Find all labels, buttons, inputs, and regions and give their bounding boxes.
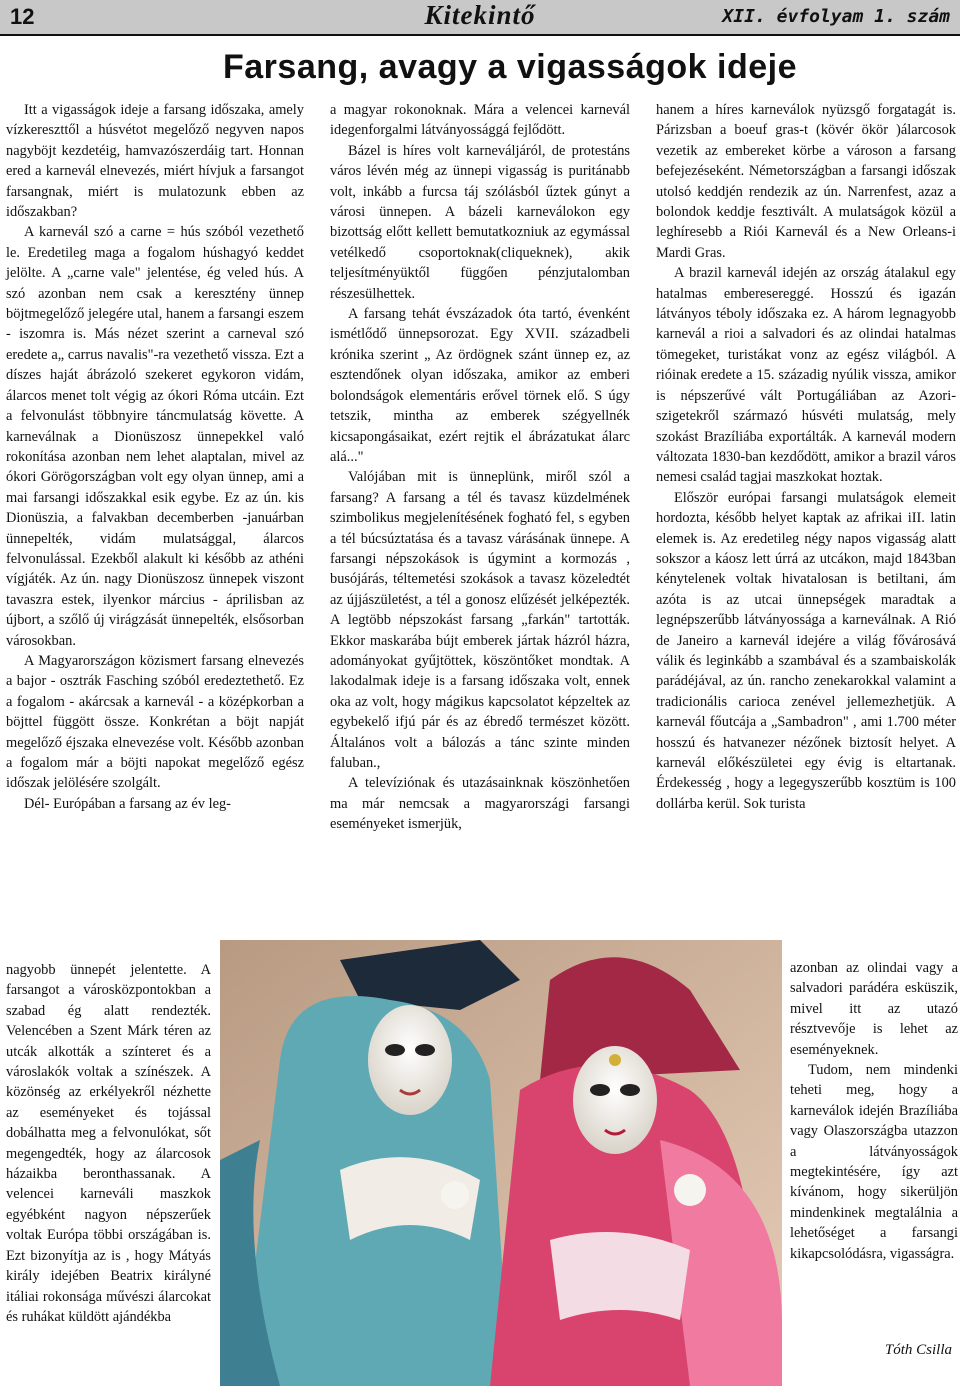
paragraph: hanem a híres karneválok nyüzsgő forgatagát is. Párizsban a boeuf gras-t (kövér ökör )álarcosok vezetik az embereket körbe a városon a farsang befejezéseként. Németországban a farsangi időszak utolsó keddjén rendezik az ún. Narrenfest, azaz a bolondok keddje fesztivált. A mulatságok közül a leghíresebb a Riói Karnevál és a New Orleans-i Mardi Gras. [656, 102, 956, 261]
paragraph: Dél- Európában a farsang az év leg- [24, 795, 231, 812]
page-number: 12 [10, 4, 35, 29]
article-column-1 [6, 100, 304, 814]
paragraph: A karnevál szó a carne = hús szóból vezethető le. Eredetileg maga a fogalom húshagyó keddet jelölte. A „carne vale" jelentése, ég veled hús. A szó azonban nem csak a keresztény ünnep böjtmegelőző jelegére utal, hanem a farsangi eszem - iszomra is. Más nézet szerint a carneval szó eredete a„ carrus navalis"-ra vezethető vissza. Ezt a díszes haját ábrázoló szekeret egykoron vidám, álarcos menet tolt végig az ókori Róma utcáin. Ezt a felvonulást többnyire táncmulatság követte. A karneválnak a Dionüszosz ünnepekkel való rokonítása azonban nem lehet alaptalan, mivel az ókori Görögországban volt egy olyan ünnep, ami a mai farsangi időszakkal esik egybe. Ez az ún. kis Dionüszia, a falvakban decemberben -januárban ünnepelték, vidám mulatsággal, álarcos felvonulással. Ezekből alakult ki később az athéni vígjáték. Az ún. nagy Dionüszosz ünnepek viszont tavaszra estek, ilyenkor március - áprilisban az újbort, a szőlő új virágzását ünnepelték, elsősorban városokban. [6, 224, 304, 649]
article-column-3-continued [790, 958, 958, 1264]
paragraph: A Magyarországon közismert farsang elnevezés a bajor - osztrák Fasching szóból eredeztethető. Ez a fogalom - akárcsak a karnevál - a középkorban a böjttel függött össze. Konkrétan a böjt napját megelőző éjszaka elnevezése volt. Később azonban a fogalom már a böjti napokat megelőző egész időszak jelölésére szolgált. [6, 652, 304, 792]
paragraph: nagyobb ünnepét jelentette. A farsangot a városközpontokban a szabad ég alatt rendezték. Velencében a Szent Márk téren az utcák alkották a színteret és a városlakók voltak a színészek. A közönség az erkélyekről nézhette az eseményeket és tojással dobálhatta meg a felvonulókat, sőt megengedték, hogy az álarcosok házaikba beronthassanak. A velencei karneváli maszkok egyébként nagyon népszerűek voltak Európa többi országában is. Ezt bizonyítja az is , hogy Mátyás király idejében Beatrix királyné itáliai rokonsága művészi álarcokat és ruhákat küldött ajándékba [6, 962, 211, 1325]
paragraph: azonban az olindai vagy a salvadori parádéra esküszik, mivel itt az utazó résztvevője is lehet az eseményeknek. [790, 960, 958, 1058]
paragraph: A farsang tehát évszázadok óta tartó, évenként ismétlődő ünnepsorozat. Egy XVII. századbeli krónika szerint „ Az ördögnek szánt ünnep ez, az esztendőnek olyan időszaka, amikor az emberi bolondságok elementáris erővel törnek elő. S úgy tetszik, mintha az emberek szégyellnék kicsapongásaikat, ezért rejtik el ábrázatukat álarc alá..." [330, 306, 630, 465]
paragraph: A brazil karnevál idején az ország átalakul egy hatalmas emberesereggé. Hosszú és igazán látványos téboly időszaka ez. A három legnagyobb karnevál a rioi a salvadori és az olindai hatalmas tömegeket, turistákat vonz az egész világból. A rióinak eredete a 15. századig nyúlik vissza, amikor is népszerűvé vált Portugáliában az Azori-szigetekről származó húsvéti mulatság, mely szokást Brazíliába exportálták. A karnevál modern változata 1830-ban kezdődött, amikor a brazil város nemesi család tagjai maszkokat hoztak. [656, 265, 956, 486]
paragraph: Először európai farsangi mulatságok elemeit hordozta, később helyet kaptak az afrikai iII. latin elemek is. Az eredetileg négy napos vigasság alatt sokszor a káosz lett úrrá az utcákon, majd 1843ban kénytelenek voltak hivatalosan is betiltani, ám azóta is az utcai ünnepségek maradtak a legnépszerűbb látványossága a karneválnak. A Rió de Janeiro a karnevál idejére a világ fővárosává válik és leginkább a szambával és a szambaiskolák parádéjával, az ún. rancho zenekarokkal valamint a tradicionális carioca zenével jellemezhetjük. A karnevál főutcája a „Sambadron" , ami 1.700 méter hosszú és hatvanezer nézőnek biztosít helyet. A karnevál előkészületei egy évig is eltartanak. Érdekesség , hogy a legegyszerűbb kosztüm is 100 dollárba kerül. Sok turista [656, 489, 956, 812]
article-column-2 [330, 100, 630, 835]
paragraph: Tudom, nem mindenki teheti meg, hogy a karneválok idején Brazíliába vagy Olaszországba utazzon a látványosságok megtekintésére, így azt kívánom, hogy sikerüljön mindenkinek megtalálnia a lehetőséget a farsangi kikapcsolódásra, vigasságra. [790, 1062, 958, 1262]
volume-label: XII. évfolyam 1. szám [722, 6, 950, 27]
paragraph: Bázel is híres volt karneváljáról, de protestáns város lévén még az ünnepi vigasság is puritánabb volt, inkább a furcsa táj szólásból űztek gúnyt a városi ünnepen. A bázeli karneválokon egy bizottság előtt kellett bemutatkozniuk az egymással vetélkedő csoportoknak(cliqueknek), akik teljesítményüktől függően pénzjutalomban részesülhettek. [330, 142, 630, 302]
paragraph: a magyar rokonoknak. Mára a velencei karnevál idegenforgalmi látványossággá fejlődött. [330, 102, 630, 139]
paragraph: Valójában mit is ünneplünk, miről szól a farsang? A farsang a tél és tavasz küzdelmének szimbolikus megjelenítésének fogható fel, s egyben a tél búcsúztatása és a tavasz várásának ünnepe. A farsangi népszokások is úgymint a kormozás , busójárás, téltemetési szokások a tavasz közeledtét az újjászületést, a tél a gonosz elűzését jelképezték. A legtöbb népszokást farsang „farkán" tartották. Ekkor maskarába bújt emberek jártak házról házra, adományokat gyűjtöttek, köszöntőket mondtak. A lakodalmak ideje is a farsang időszaka volt, ennek oka az volt, hogy mágikus kapcsolatot képzeltek az egybekelő ifjú pár és az ébredő természet között. Általános volt a bálozás a tánc szinte minden faluban., [330, 469, 630, 771]
article-column-1-continued [6, 960, 211, 1327]
carnival-masks-photo [220, 940, 782, 1386]
carnival-masks-illustration [220, 940, 782, 1386]
paragraph: A televíziónak és utazásainknak köszönhetően ma már nemcsak a magyarországi farsangi eseményeket ismerjük, [330, 775, 630, 833]
article-title: Farsang, avagy a vigasságok ideje [223, 48, 797, 86]
article-column-3 [656, 100, 956, 814]
masthead: Kitekintő [424, 0, 536, 30]
paragraph: Itt a vigasságok ideje a farsang időszaka, amely vízkereszttől a húsvétot megelőző negyven napos nagyböjt kezdetéig, hamvazószerdáig tart. Honnan ered a karnevál elnevezés, miért hívjuk a farsangot farsangnak, miért is mulatozunk ebben az időszakban? [6, 102, 304, 221]
author-signature: Tóth Csilla [884, 1342, 952, 1358]
